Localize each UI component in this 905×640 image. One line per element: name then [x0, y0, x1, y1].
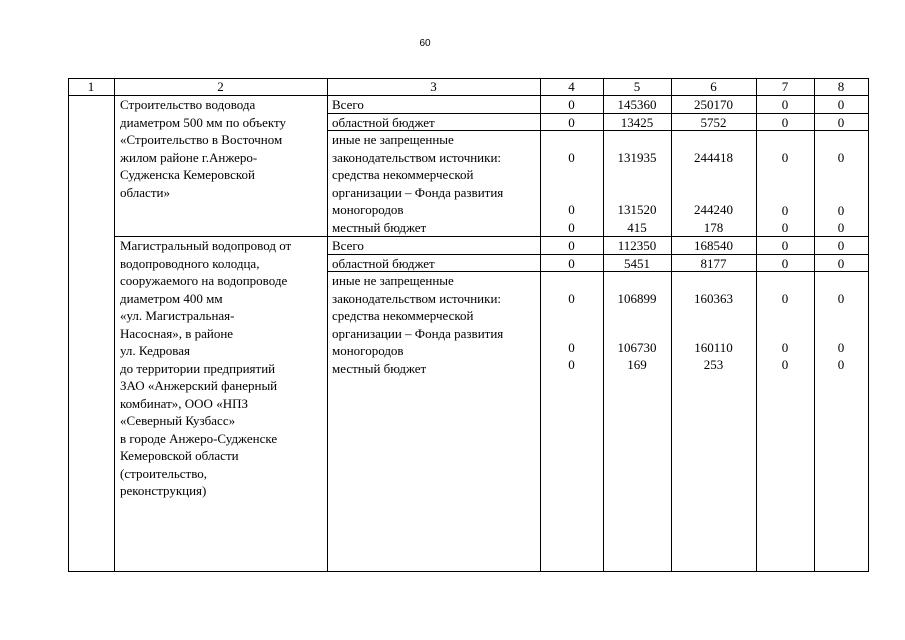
value-cell: 178 [703, 219, 724, 235]
page-number: 60 [419, 38, 431, 49]
value-cell: 0 [781, 238, 789, 253]
value-cell: 0 [568, 219, 575, 235]
header-col-3: 3 [430, 79, 437, 94]
object-name-line: до территории предприятий [120, 360, 276, 376]
header-col-5: 5 [633, 79, 641, 94]
value-cell: 13425 [620, 114, 654, 130]
value-cell: 106899 [617, 290, 657, 306]
header-col-2: 2 [217, 79, 224, 94]
value-cell: 0 [781, 97, 789, 112]
source-label-other: средства некоммерческой [332, 308, 474, 323]
value-cell: 0 [837, 238, 845, 253]
header-col-1: 1 [87, 79, 95, 94]
source-label-other: иные не запрещенные [332, 132, 454, 147]
object-name-line: в городе Анжеро-Судженске [120, 430, 278, 446]
value-cell: 0 [781, 255, 789, 271]
table-border-right [868, 78, 869, 572]
source-label-total: Всего [332, 238, 364, 253]
value-cell: 0 [568, 357, 575, 372]
value-cell: 0 [781, 149, 789, 165]
value-cell: 0 [837, 219, 845, 235]
object-name-line: «Строительство в Восточном [120, 132, 283, 147]
source-label-other: средства некоммерческой [332, 167, 474, 182]
object-name-line: реконструкция) [120, 483, 207, 498]
value-cell: 160363 [694, 290, 733, 306]
value-cell: 244240 [694, 202, 733, 217]
value-cell: 0 [837, 114, 845, 130]
value-cell: 0 [568, 202, 575, 217]
value-cell: 112350 [617, 238, 657, 253]
object-name-line: сооружаемого на водопроводе [120, 273, 288, 288]
object-name-line: ул. Кедровая [120, 343, 191, 358]
value-cell: 0 [781, 114, 789, 130]
value-cell: 0 [568, 238, 575, 253]
object-name-line: диаметром 400 мм [120, 290, 223, 306]
column-divider [114, 78, 115, 572]
table-border-left [68, 78, 69, 572]
value-cell: 0 [837, 357, 845, 372]
value-cell: 0 [837, 255, 845, 271]
value-cell: 131520 [617, 202, 657, 217]
value-cell: 0 [568, 290, 575, 306]
value-cell: 0 [568, 97, 575, 112]
value-cell: 0 [837, 290, 845, 306]
source-label-other: иные не запрещенные [332, 273, 454, 288]
value-cell: 0 [837, 340, 845, 355]
header-col-7: 7 [781, 79, 789, 94]
value-cell: 415 [627, 219, 647, 235]
value-cell: 168540 [694, 238, 733, 253]
value-cell: 250170 [694, 97, 733, 112]
value-cell: 0 [837, 149, 845, 165]
value-cell: 0 [781, 219, 789, 235]
object-name-line: «ул. Магистральная- [120, 308, 235, 323]
column-divider [327, 78, 328, 572]
value-cell: 0 [837, 203, 845, 218]
object-name-line: Насосная», в районе [120, 325, 234, 341]
object-name-line: жилом районе г.Анжеро- [120, 149, 258, 165]
header-col-4: 4 [568, 79, 575, 94]
source-label-regional: областной бюджет [332, 255, 435, 271]
value-cell: 8177 [700, 255, 727, 271]
object-name-line: водопроводного колодца, [120, 255, 260, 271]
header-col-8: 8 [837, 79, 845, 94]
object-name-line: Строительство водовода [120, 97, 256, 112]
object-name-line: «Северный Кузбасс» [120, 413, 236, 428]
object-name-line: Кемеровской области [120, 448, 239, 463]
source-label-local: местный бюджет [332, 360, 427, 376]
source-label-local: местный бюджет [332, 219, 427, 235]
value-cell: 244418 [694, 149, 733, 165]
header-col-6: 6 [710, 79, 717, 94]
object-name-line: области» [120, 184, 170, 200]
value-cell: 0 [568, 149, 575, 165]
value-cell: 0 [781, 203, 789, 218]
source-label-other: организации – Фонда развития [332, 184, 504, 200]
value-cell: 5752 [700, 114, 727, 130]
source-label-other: законодательством источники: [332, 149, 502, 165]
value-cell: 131935 [617, 149, 657, 165]
value-cell: 0 [781, 340, 789, 355]
value-cell: 0 [781, 290, 789, 306]
source-label-other: моногородов [332, 202, 404, 217]
object-name-line: ЗАО «Анжерский фанерный [120, 378, 278, 393]
value-cell: 169 [627, 357, 647, 372]
object-name-line: комбинат», ООО «НПЗ [120, 395, 248, 411]
source-label-other: моногородов [332, 343, 404, 358]
value-cell: 253 [703, 357, 724, 372]
source-label-regional: областной бюджет [332, 114, 435, 130]
value-cell: 106730 [617, 340, 657, 355]
object-name-line: (строительство, [120, 465, 208, 481]
value-cell: 0 [568, 114, 575, 130]
value-cell: 0 [568, 255, 575, 271]
object-name-line: Магистральный водопровод от [120, 238, 292, 253]
source-label-other: законодательством источники: [332, 290, 502, 306]
object-name-line: Судженска Кемеровской [120, 167, 255, 182]
source-label-total: Всего [332, 97, 364, 112]
value-cell: 0 [781, 357, 789, 372]
value-cell: 5451 [624, 255, 650, 271]
table-border-bottom [68, 571, 869, 572]
value-cell: 145360 [617, 97, 657, 112]
source-label-other: организации – Фонда развития [332, 325, 504, 341]
value-cell: 0 [568, 340, 575, 355]
value-cell: 160110 [694, 340, 733, 355]
object-name-line: диаметром 500 мм по объекту [120, 114, 287, 130]
value-cell: 0 [837, 97, 845, 112]
